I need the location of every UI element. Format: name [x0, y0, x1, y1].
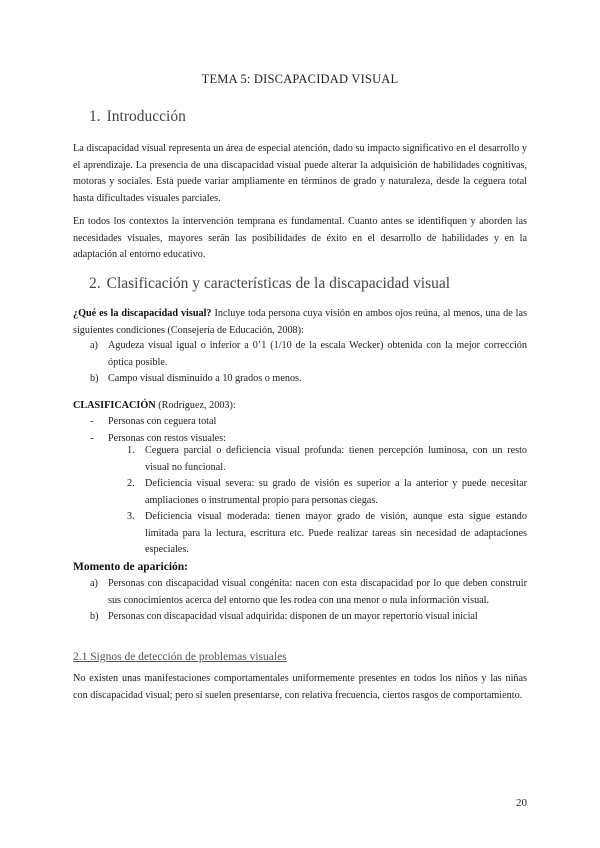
definition-paragraph	[73, 306, 527, 339]
list-item	[90, 609, 527, 626]
list-item-text: Personas con discapacidad visual congénita: nacen con esta discapacidad por lo que deben construir sus conocimientos acerca del entorno que les rodea con una menor o nula información visual.	[108, 578, 527, 606]
list-item-text: Personas con ceguera total	[108, 416, 217, 427]
classification-bold: CLASIFICACIÓN	[73, 400, 156, 411]
list-item	[127, 476, 527, 509]
list-item-text: Personas con restos visuales:	[108, 432, 226, 444]
list-item-text: Deficiencia visual severa: su grado de visión es superior a la anterior y puede necesitar ampliaciones o instrumental propio para personas ciegas.	[145, 478, 527, 506]
page-number: 20	[516, 797, 527, 809]
list-marker: -	[90, 432, 94, 444]
momento-list	[90, 576, 527, 626]
restos-visuales-list	[127, 443, 527, 559]
section-1-number: 1.	[89, 108, 101, 125]
list-item	[127, 443, 527, 476]
list-marker: b)	[90, 611, 99, 622]
section-2-title: Clasificación y características de la discapacidad visual	[106, 275, 451, 292]
subsection-2-1-paragraph: No existen unas manifestaciones comportamentales uniformemente presentes en todos los niños y las niñas con discapacidad visual; pero sí suelen presentarse, con relativa frecuencia, ciertos rasgos de comportamiento.	[73, 673, 527, 701]
list-marker: a)	[90, 340, 98, 351]
intro-paragraph-2: En todos los contextos la intervención temprana es fundamental. Cuanto antes se identifiquen y aborden las necesidades visuales, mayores serán las posibilidades de éxito en el desarrollo de habilidades y en la adaptación al entorno educativo.	[73, 216, 527, 260]
document-title: TEMA 5: DISCAPACIDAD VISUAL	[201, 72, 399, 86]
definition-question: ¿Qué es la discapacidad visual?	[73, 308, 212, 319]
list-item-text: Personas con discapacidad visual adquirida: disponen de un mayor repertorio visual inicial	[108, 611, 478, 622]
conditions-list	[90, 338, 527, 388]
section-1-heading	[89, 108, 186, 126]
list-item	[90, 371, 527, 388]
subsection-2-1-heading: 2.1 Signos de detección de problemas visuales	[73, 651, 287, 663]
list-item-text: Agudeza visual igual o inferior a 0’1 (1/10 de la escala Wecker) obtenida con la mejor corrección óptica posible.	[108, 340, 527, 368]
intro-paragraph-1: La discapacidad visual representa un área de especial atención, dado su impacto significativo en el desarrollo y el aprendizaje. La presencia de una discapacidad visual puede alterar la adquisición de habilidades cognitivas, motoras y sociales. Esta puede variar ampliamente en términos de grado y naturaleza, desde la ceguera total hasta dificultades visuales parciales.	[73, 143, 527, 204]
list-marker: 3.	[127, 511, 135, 522]
classification-source: (Rodríguez, 2003):	[155, 400, 236, 411]
list-item	[127, 509, 527, 559]
list-marker: 1.	[127, 445, 135, 456]
definition-text: Incluye toda persona cuya visión en ambos ojos reúna, al menos, una de las siguientes condiciones (Consejería de Educación, 2008):	[73, 308, 527, 336]
list-item	[90, 338, 527, 371]
list-item-text: Deficiencia visual moderada: tienen mayor grado de visión, aunque esta sigue estando limitada para la lectura, escritura etc. Puede realizar tareas sin necesidad de adaptaciones especiales.	[145, 511, 527, 555]
list-item	[90, 414, 527, 431]
classification-label	[73, 398, 527, 415]
section-1-title: Introducción	[106, 108, 186, 125]
section-2-heading	[89, 275, 450, 293]
momento-heading: Momento de aparición:	[73, 561, 188, 573]
list-marker: b)	[90, 373, 99, 384]
list-item-text: Campo visual disminuido a 10 grados o menos.	[108, 373, 302, 384]
list-item-text: Ceguera parcial o deficiencia visual profunda: tienen percepción luminosa, con un resto visual no funcional.	[145, 445, 527, 473]
list-marker: a)	[90, 578, 98, 589]
list-marker: -	[90, 416, 94, 427]
list-item	[90, 576, 527, 609]
section-2-number: 2.	[89, 275, 101, 292]
list-marker: 2.	[127, 478, 135, 489]
